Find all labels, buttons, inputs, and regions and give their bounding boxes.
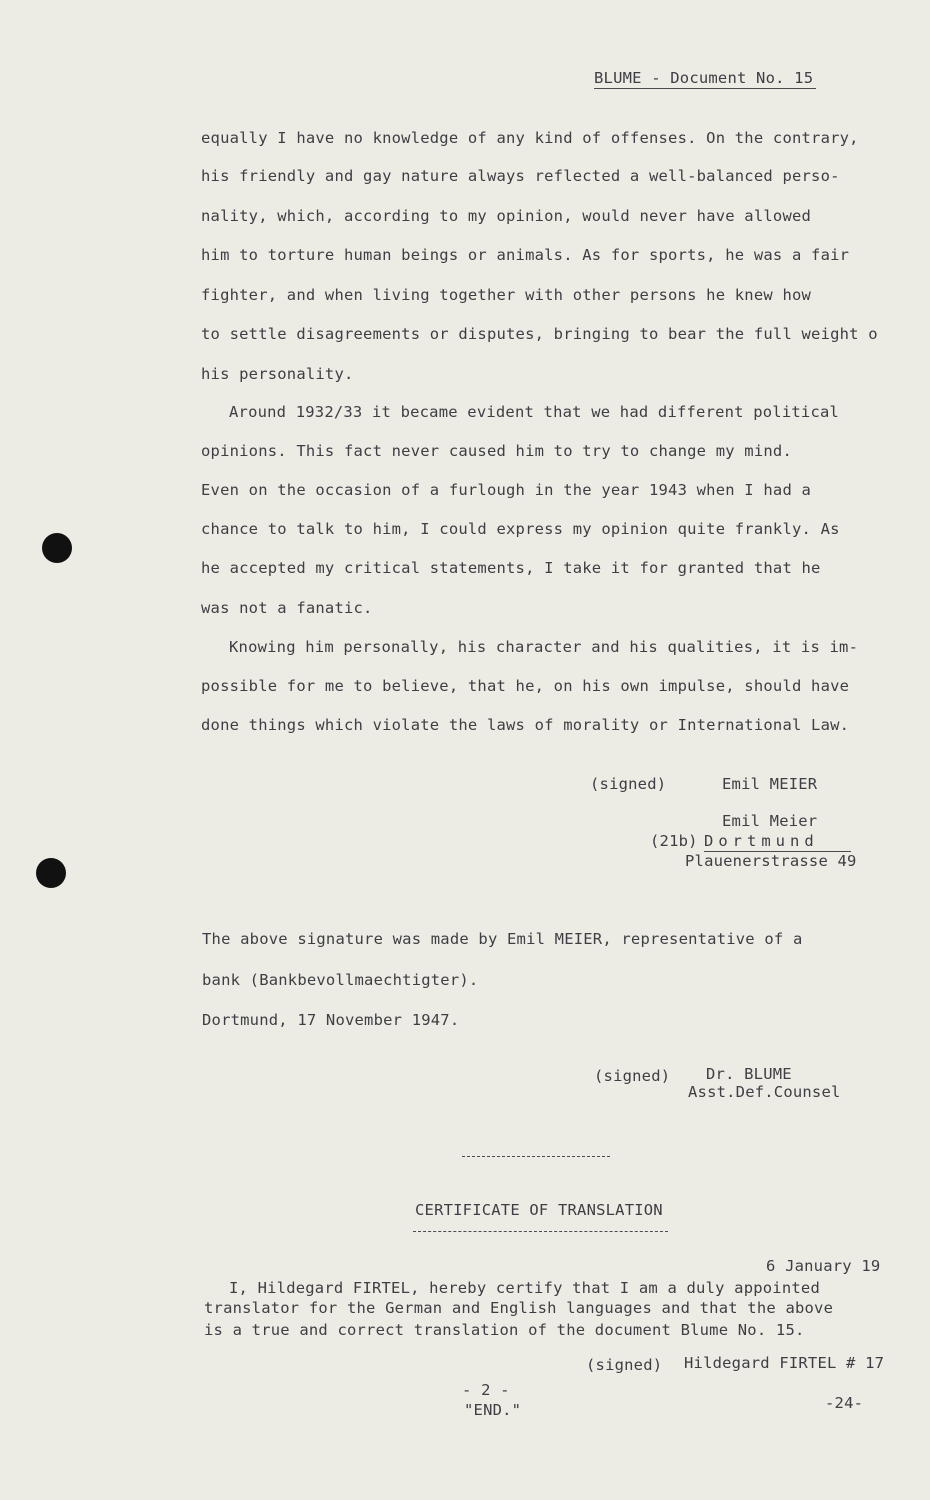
city: Dortmund <box>704 832 819 850</box>
body-line: to settle disagreements or disputes, bringing to bear the full weight o <box>201 325 878 343</box>
body-line: fighter, and when living together with other persons he knew how <box>201 286 812 304</box>
body-line: nality, which, according to my opinion, would never have allowed <box>201 207 812 225</box>
body-line: Even on the occasion of a furlough in the year 1943 when I had a <box>201 481 812 499</box>
body-line: his friendly and gay nature always reflected a well-balanced perso- <box>201 167 840 185</box>
street-address: Plauenerstrasse 49 <box>685 852 857 870</box>
document-reference: BLUME - Document No. 15 <box>594 69 814 87</box>
punch-hole-bottom <box>36 858 66 888</box>
body-line: chance to talk to him, I could express my opinion quite frankly. As <box>201 520 840 538</box>
certificate-heading: CERTIFICATE OF TRANSLATION <box>415 1201 663 1219</box>
counsel-name: Dr. BLUME <box>706 1065 792 1083</box>
translator-signed-label: (signed) <box>586 1356 663 1374</box>
translator-signed-name: Hildegard FIRTEL # 17 <box>684 1354 885 1372</box>
body-line: opinions. This fact never caused him to try to change my mind. <box>201 442 792 460</box>
sheet-number: -24- <box>825 1394 864 1412</box>
body-line: done things which violate the laws of morality or International Law. <box>201 716 850 734</box>
signatory-name: Emil Meier <box>722 812 818 830</box>
body-line: was not a fanatic. <box>201 599 373 617</box>
signed-label: (signed) <box>594 1067 671 1085</box>
signed-label: (signed) <box>590 775 667 793</box>
body-line: his personality. <box>201 365 354 383</box>
certificate-line: I, Hildegard FIRTEL, hereby certify that I am a duly appointed <box>229 1279 820 1297</box>
body-line: Around 1932/33 it became evident that we had different political <box>229 403 840 421</box>
certificate-heading-underline <box>413 1231 668 1232</box>
body-line: possible for me to believe, that he, on his own impulse, should have <box>201 677 850 695</box>
postal-code: (21b) <box>650 832 698 850</box>
end-mark: "END." <box>464 1401 522 1419</box>
body-line: he accepted my critical statements, I take it for granted that he <box>201 559 821 577</box>
body-line: equally I have no knowledge of any kind of offenses. On the contrary, <box>201 129 859 147</box>
certificate-date: 6 January 19 <box>766 1257 881 1275</box>
attestation-line: The above signature was made by Emil MEIER, representative of a <box>202 930 803 948</box>
body-line: him to torture human beings or animals. As for sports, he was a fair <box>201 246 850 264</box>
page-number: - 2 - <box>462 1381 510 1399</box>
certificate-line: translator for the German and English languages and that the above <box>204 1299 834 1317</box>
section-divider <box>462 1156 610 1157</box>
certificate-line: is a true and correct translation of the document Blume No. 15. <box>204 1321 805 1339</box>
signed-name: Emil MEIER <box>722 775 818 793</box>
punch-hole-top <box>42 533 72 563</box>
counsel-title: Asst.Def.Counsel <box>688 1083 841 1101</box>
attestation-line: Dortmund, 17 November 1947. <box>202 1011 460 1029</box>
attestation-line: bank (Bankbevollmaechtigter). <box>202 971 479 989</box>
document-reference-underline <box>594 88 816 89</box>
body-line: Knowing him personally, his character and his qualities, it is im- <box>229 638 859 656</box>
